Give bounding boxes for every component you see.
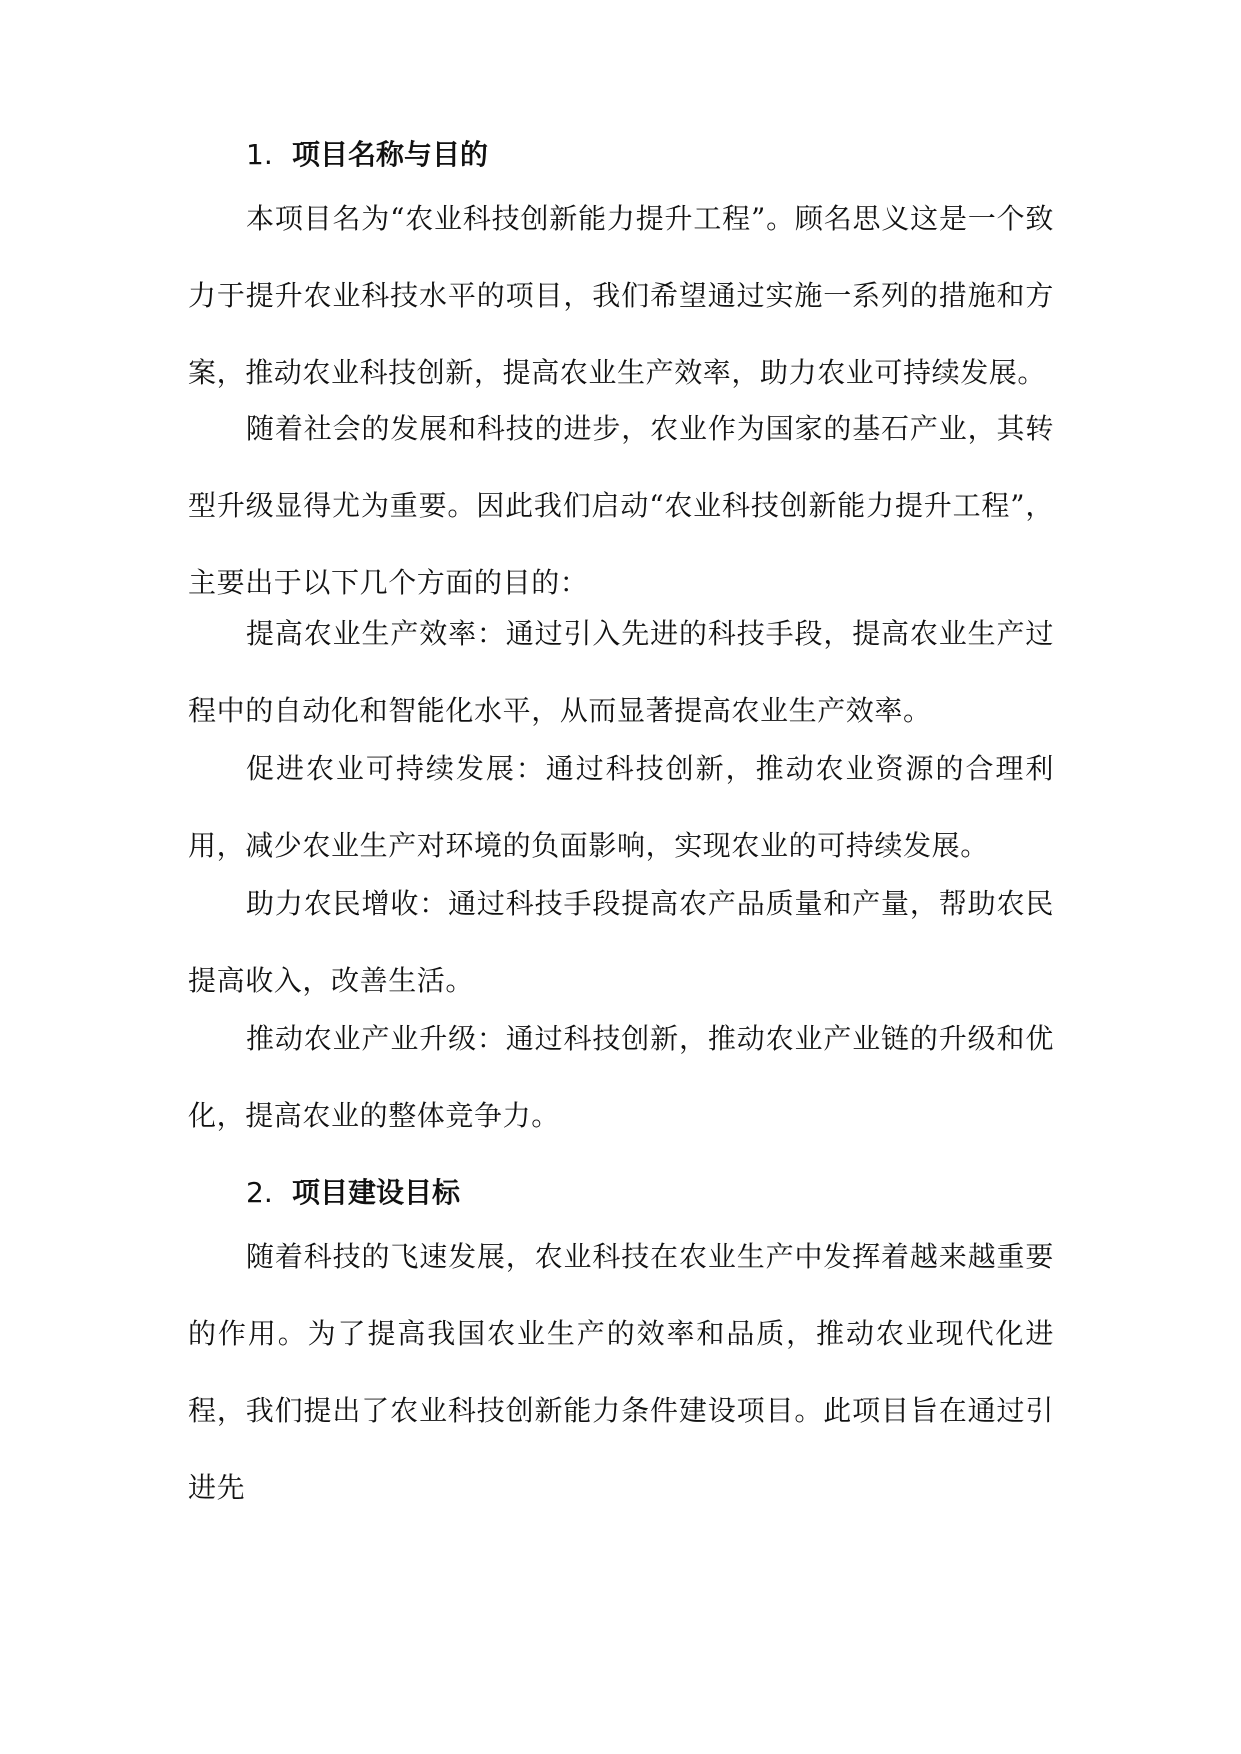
section-number: 2. (246, 1176, 273, 1209)
section-title: 项目名称与目的 (292, 138, 489, 171)
paragraph: 推动农业产业升级：通过科技创新，推动农业产业链的升级和优化，提高农业的整体竞争力。 (188, 1022, 1054, 1132)
section-number: 1. (246, 138, 273, 171)
paragraph: 随着科技的飞速发展，农业科技在农业生产中发挥着越来越重要的作用。为了提高我国农业生产的效率和品质，推动农业现代化进程，我们提出了农业科技创新能力条件建设项目。此项目旨在通过引进先 (188, 1240, 1054, 1504)
paragraph: 助力农民增收：通过科技手段提高农产品质量和产量，帮助农民提高收入，改善生活。 (188, 887, 1054, 997)
paragraph: 提高农业生产效率：通过引入先进的科技手段，提高农业生产过程中的自动化和智能化水平，从而显著提高农业生产效率。 (188, 617, 1054, 727)
section-heading (246, 1173, 460, 1213)
paragraph: 随着社会的发展和科技的进步，农业作为国家的基石产业，其转型升级显得尤为重要。因此我们启动“农业科技创新能力提升工程”，主要出于以下几个方面的目的： (188, 412, 1054, 599)
paragraph: 促进农业可持续发展：通过科技创新，推动农业资源的合理利用，减少农业生产对环境的负面影响，实现农业的可持续发展。 (188, 752, 1054, 862)
section-title: 项目建设目标 (292, 1176, 461, 1209)
paragraph: 本项目名为“农业科技创新能力提升工程”。顾名思义这是一个致力于提升农业科技水平的项目，我们希望通过实施一系列的措施和方案，推动农业科技创新，提高农业生产效率，助力农业可持续发展。 (188, 202, 1054, 389)
section-heading (246, 135, 488, 175)
